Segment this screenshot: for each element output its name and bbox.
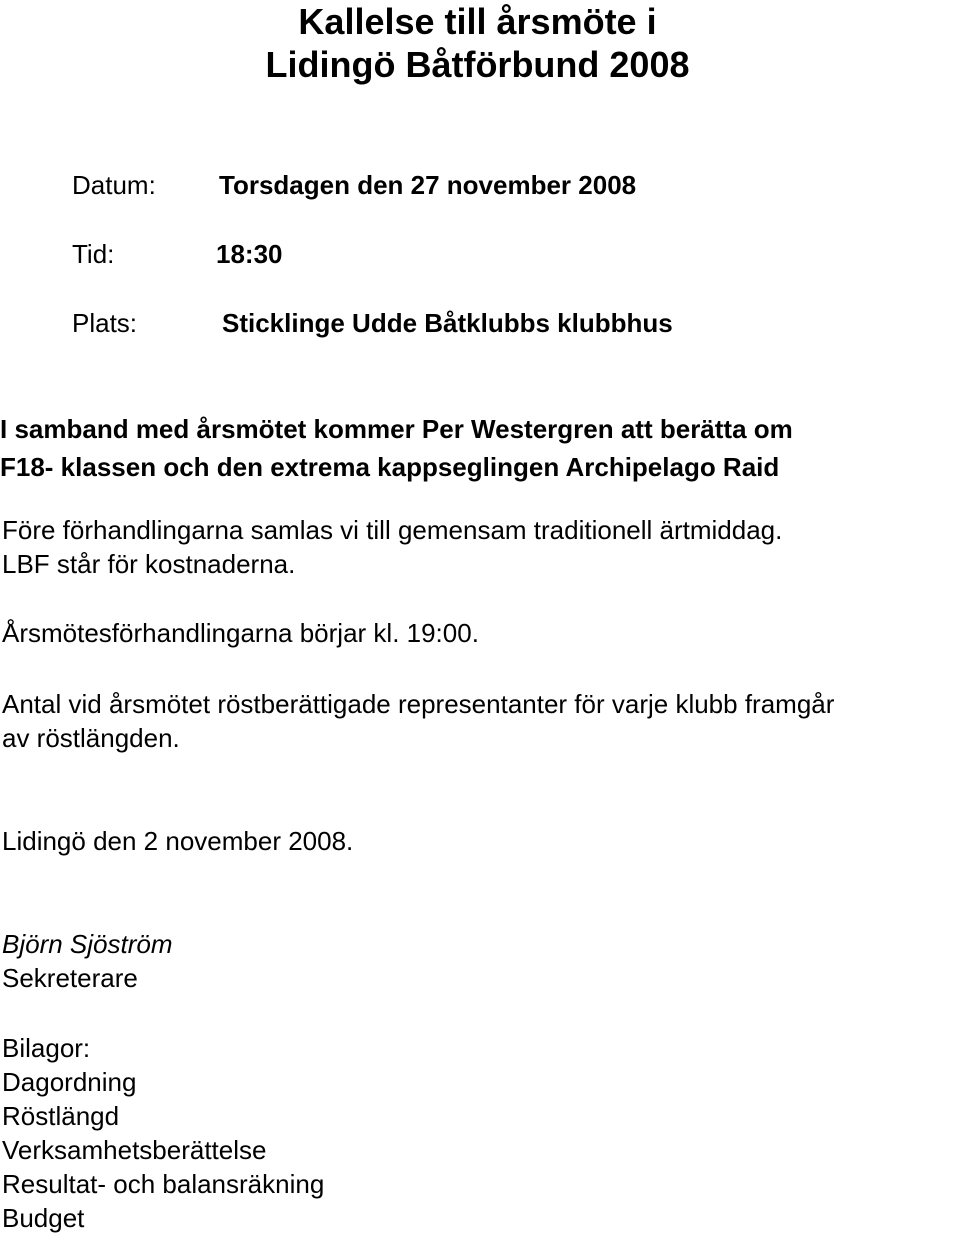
place-date-text: Lidingö den 2 november 2008. [2,826,354,856]
place-row [72,308,673,338]
announcement-line-2: F18- klassen och den extrema kappseglingen Archipelago Raid [0,452,780,482]
place-date-paragraph [2,824,353,858]
document-title [0,0,955,86]
attachments-block [2,1031,324,1235]
attachment-item: Röstlängd [2,1101,120,1131]
dinner-line-2: LBF står för kostnaderna. [2,549,296,579]
time-value: 18:30 [216,239,283,269]
signature-name: Björn Sjöström [2,929,173,959]
place-value: Sticklinge Udde Båtklubbs klubbhus [222,308,673,338]
announcement-paragraph [0,410,793,486]
title-line-1: Kallelse till årsmöte i [298,1,657,42]
attachment-item: Dagordning [2,1067,137,1097]
signature-role: Sekreterare [2,963,138,993]
voting-paragraph [2,687,834,755]
title-line-2: Lidingö Båtförbund 2008 [265,44,690,85]
date-value: Torsdagen den 27 november 2008 [219,170,637,200]
place-label: Plats: [72,308,138,338]
date-row [72,170,637,200]
voting-line-1: Antal vid årsmötet röstberättigade representanter för varje klubb framgår [2,689,835,719]
meeting-start-text: Årsmötesförhandlingarna börjar kl. 19:00. [2,618,479,648]
attachment-item: Verksamhetsberättelse [2,1135,267,1165]
time-row [72,239,283,269]
attachment-item: Resultat- och balansräkning [2,1169,325,1199]
meeting-start-paragraph [2,616,479,650]
dinner-paragraph [2,513,782,581]
voting-line-2: av röstlängden. [2,723,180,753]
dinner-line-1: Före förhandlingarna samlas vi till gemensam traditionell ärtmiddag. [2,515,783,545]
signature-block [2,927,173,995]
attachment-item: Budget [2,1203,85,1233]
date-label: Datum: [72,170,156,200]
time-label: Tid: [72,239,115,269]
announcement-line-1: I samband med årsmötet kommer Per Westergren att berätta om [0,414,793,444]
attachments-heading: Bilagor: [2,1033,91,1063]
